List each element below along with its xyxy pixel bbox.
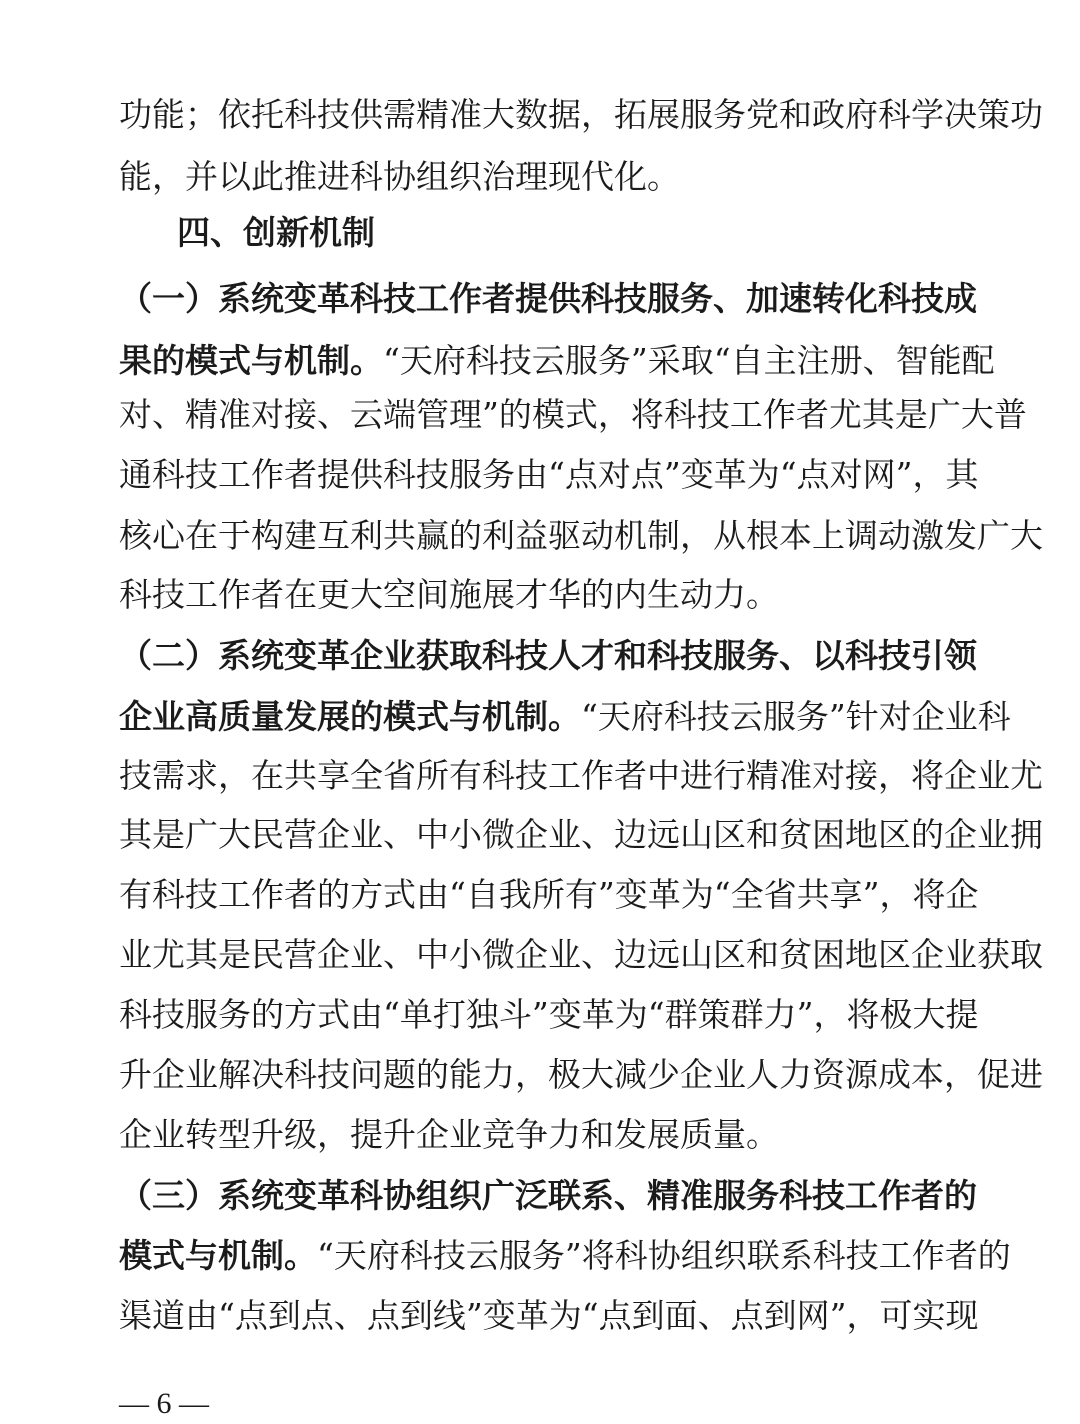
paragraph-text: “天府科技云服务”针对企业科 — [581, 697, 1011, 736]
subsection-title-cont: 模式与机制。 — [119, 1236, 317, 1275]
subsection-title-cont: 企业高质量发展的模式与机制。 — [119, 697, 581, 736]
paragraph-line: 技需求，在共享全省所有科技工作者中进行精准对接，将企业尤 — [119, 756, 1043, 795]
paragraph-line: 科技服务的方式由“单打独斗”变革为“群策群力”，将极大提 — [119, 995, 979, 1034]
paragraph-line: 能，并以此推进科协组织治理现代化。 — [119, 157, 680, 196]
paragraph-line — [119, 686, 1011, 748]
paragraph-line: 功能；依托科技供需精准大数据，拓展服务党和政府科学决策功 — [119, 95, 1043, 134]
paragraph-line: 升企业解决科技问题的能力，极大减少企业人力资源成本，促进 — [119, 1055, 1043, 1094]
page-number: — 6 — — [119, 1387, 209, 1420]
paragraph-line — [119, 1225, 1011, 1287]
paragraph-line: 其是广大民营企业、中小微企业、边远山区和贫困地区的企业拥 — [119, 815, 1043, 854]
section-heading: 四、创新机制 — [177, 213, 375, 252]
subsection-title: （三）系统变革科协组织广泛联系、精准服务科技工作者的 — [119, 1176, 977, 1215]
paragraph-line: 企业转型升级，提升企业竞争力和发展质量。 — [119, 1115, 779, 1154]
subsection-title: （二）系统变革企业获取科技人才和科技服务、以科技引领 — [119, 636, 977, 675]
paragraph-line: 业尤其是民营企业、中小微企业、边远山区和贫困地区企业获取 — [119, 935, 1043, 974]
paragraph-text: “天府科技云服务”采取“自主注册、智能配 — [383, 341, 995, 380]
paragraph-line: 有科技工作者的方式由“自我所有”变革为“全省共享”，将企 — [119, 875, 979, 914]
paragraph-line: 通科技工作者提供科技服务由“点对点”变革为“点对网”，其 — [119, 455, 979, 494]
paragraph-line: 核心在于构建互利共赢的利益驱动机制，从根本上调动激发广大 — [119, 516, 1043, 555]
paragraph-line: 对、精准对接、云端管理”的模式，将科技工作者尤其是广大普 — [119, 395, 1027, 434]
paragraph-line — [119, 330, 995, 392]
paragraph-line: 科技工作者在更大空间施展才华的内生动力。 — [119, 575, 779, 614]
subsection-title: （一）系统变革科技工作者提供科技服务、加速转化科技成 — [119, 279, 977, 318]
paragraph-line: 渠道由“点到点、点到线”变革为“点到面、点到网”，可实现 — [119, 1296, 979, 1335]
subsection-title-cont: 果的模式与机制。 — [119, 341, 383, 380]
paragraph-text: “天府科技云服务”将科协组织联系科技工作者的 — [317, 1236, 1011, 1275]
